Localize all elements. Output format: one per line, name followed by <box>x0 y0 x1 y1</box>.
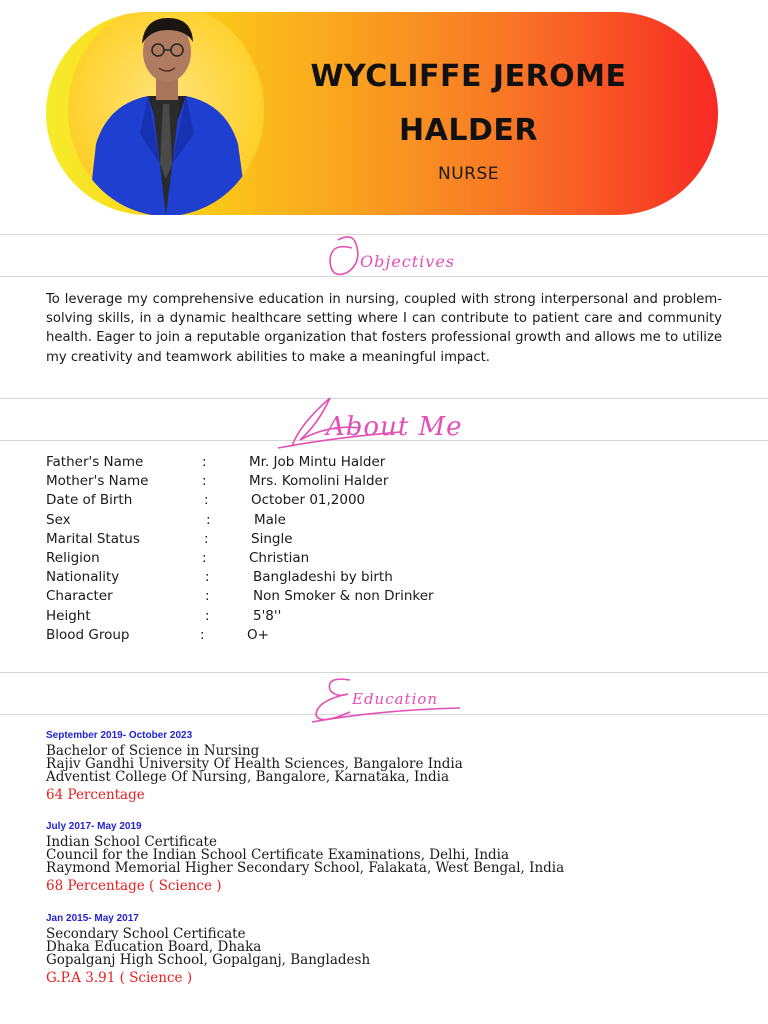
about-heading <box>0 384 768 454</box>
education-result: 64 Percentage <box>46 787 145 804</box>
job-title: NURSE <box>437 164 499 184</box>
about-row-mother <box>46 472 546 491</box>
field-value: Male <box>254 511 286 528</box>
about-row-character <box>46 587 546 606</box>
about-row-dob <box>46 491 546 510</box>
field-label: Sex <box>46 511 71 528</box>
field-label: Marital Status <box>46 530 140 547</box>
field-separator: : <box>200 626 205 643</box>
field-value: Non Smoker & non Drinker <box>253 588 434 605</box>
education-entry <box>46 912 726 988</box>
field-label: Character <box>46 588 113 605</box>
profile-photo <box>68 12 264 215</box>
field-separator: : <box>205 588 210 605</box>
field-separator: : <box>202 454 207 470</box>
field-label: Blood Group <box>46 626 130 643</box>
education-institution: Adventist College Of Nursing, Bangalore, Karnataka, India <box>46 768 450 785</box>
header-banner <box>46 12 718 215</box>
education-board: Dhaka Education Board, Dhaka <box>46 938 262 955</box>
portrait-illustration <box>68 12 264 215</box>
field-label: Nationality <box>46 569 120 586</box>
name-line-1: WYCLIFFE JEROME <box>310 59 627 94</box>
about-title: About Me <box>326 412 463 442</box>
education-title: Education <box>352 690 439 708</box>
about-row-father <box>46 453 546 472</box>
education-degree: Secondary School Certificate <box>46 926 246 942</box>
education-result: 68 Percentage ( Science ) <box>46 878 222 895</box>
field-value: Single <box>251 530 293 547</box>
field-label: Date of Birth <box>46 492 133 509</box>
field-separator: : <box>205 569 210 586</box>
field-label: Height <box>46 607 91 624</box>
education-date: Jan 2015- May 2017 <box>46 913 139 924</box>
field-value: 5'8'' <box>253 607 282 624</box>
field-separator: : <box>205 607 210 624</box>
field-separator: : <box>204 492 209 509</box>
field-separator: : <box>206 511 211 528</box>
name-line-2: HALDER <box>399 113 538 148</box>
education-institution: Raymond Memorial Higher Secondary School, Falakata, West Bengal, India <box>46 859 565 876</box>
education-board: Rajiv Gandhi University Of Health Sciences, Bangalore India <box>46 755 463 772</box>
field-value: O+ <box>247 626 269 643</box>
education-degree: Bachelor of Science in Nursing <box>46 743 260 759</box>
field-separator: : <box>204 530 209 547</box>
education-heading <box>0 664 768 728</box>
objectives-title: Objectives <box>360 252 456 271</box>
field-separator: : <box>202 549 207 566</box>
candidate-name <box>276 50 661 158</box>
about-row-marital <box>46 530 546 549</box>
field-value: Mr. Job Mintu Halder <box>249 454 386 470</box>
education-entry <box>46 820 726 896</box>
field-value: Mrs. Komolini Halder <box>249 473 389 490</box>
field-value: Christian <box>249 549 310 566</box>
education-result: G.P.A 3.91 ( Science ) <box>46 970 193 987</box>
objectives-heading <box>0 222 768 282</box>
field-label: Religion <box>46 549 100 566</box>
objective-text: To leverage my comprehensive education in nursing, coupled with strong interpersonal and problem-solving skills, in a dynamic healthcare setting where I can contribute to patient care and community health. Eager to join a reputable organization that fosters professional growth and allows me to utilize my creativity and teamwork abilities to make a meaningful impact. <box>46 292 722 365</box>
field-separator: : <box>202 473 207 490</box>
education-board: Council for the Indian School Certificate Examinations, Delhi, India <box>46 846 510 863</box>
field-value: Bangladeshi by birth <box>253 569 393 586</box>
education-date: July 2017- May 2019 <box>46 821 142 832</box>
about-row-height <box>46 607 546 626</box>
field-label: Mother's Name <box>46 473 149 490</box>
education-entry <box>46 729 726 805</box>
education-degree: Indian School Certificate <box>46 834 217 850</box>
education-institution: Gopalganj High School, Gopalganj, Bangladesh <box>46 951 371 968</box>
about-row-sex <box>46 511 546 530</box>
education-date: September 2019- October 2023 <box>46 730 193 741</box>
field-label: Father's Name <box>46 454 144 470</box>
about-row-blood-group <box>46 626 546 645</box>
field-value: October 01,2000 <box>251 492 366 509</box>
about-row-religion <box>46 549 546 568</box>
about-details <box>46 453 546 645</box>
about-row-nationality <box>46 568 546 587</box>
